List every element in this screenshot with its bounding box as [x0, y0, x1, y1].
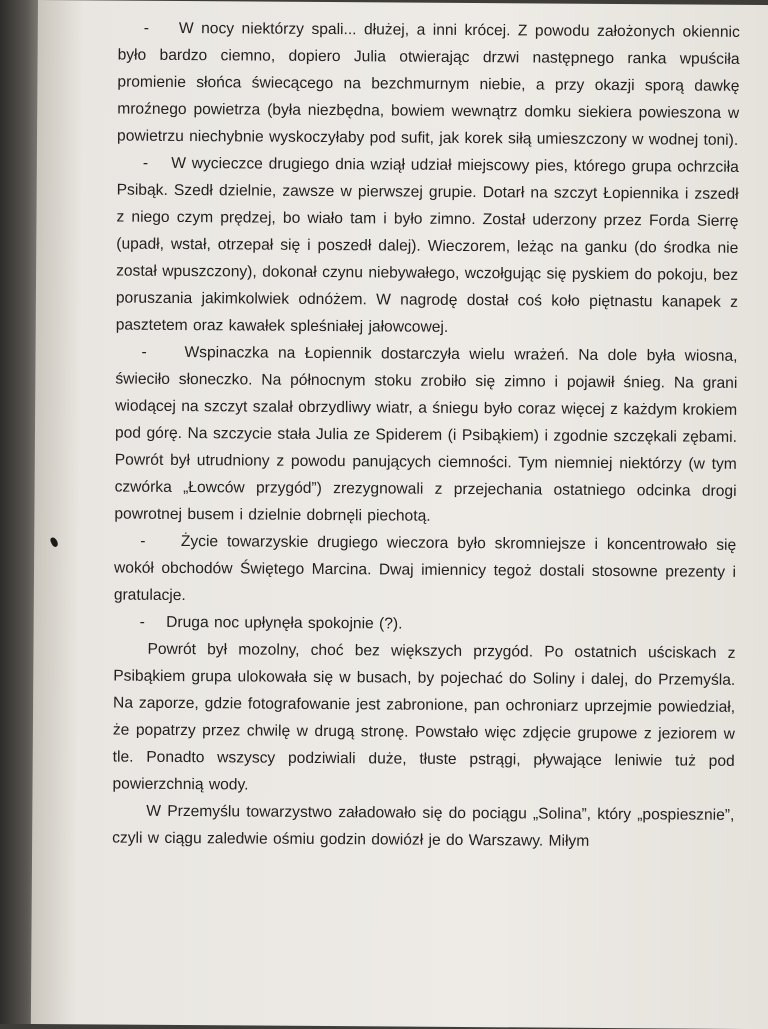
paragraph: W Przemyślu towarzystwo załadowało się do pociągu „Solina”, który „pospiesznie”, czyli w ciągu zaledwie ośmiu godzin dowiózł je do Warszawy. Miłym	[112, 802, 735, 850]
paragraph: - Druga noc upłynęła spokojnie (?).	[139, 613, 403, 633]
document-body	[112, 15, 740, 856]
paragraph: - W wycieczce drugiego dnia wziął udział miejscowy pies, którego grupa ochrzciła Psibąk. Szedł dzielnie, zawsze w pierwszej grupie. Dotarł na szczyt Łopiennika i zszedł z niego czym prędzej, bo wiało tam i było zimno. Został uderzony przez Forda Sierrę (upadł, wstał, otrzepał się i poszedł dalej). Wieczorem, leżąc na ganku (do środka nie został wpuszczony), dokonał czynu niebywałego, wczołgując się pyskiem do pokoju, bez poruszania jakimkolwiek odnóżem. W nagrodę dostał coś koło piętnastu kanapek z pasztetem oraz kawałek spleśniałej jałowcowej.	[115, 154, 739, 336]
document-page	[31, 0, 768, 1029]
ink-mark	[49, 536, 59, 548]
paragraph: - W nocy niektórzy spali... dłużej, a inni krócej. Z powodu założonych okiennic było bardzo ciemno, dopiero Julia otwierając drzwi następnego ranka wpuściła promienie słońca świecącego na bezchmurnym niebie, a przy okazji sporą dawkę mroźnego powietrza (była niezbędna, bowiem wewnątrz domku siekiera powieszona w powietrzu niechybnie wyskoczyłaby pod sufit, jak korek siłą umieszczony w wodnej toni).	[116, 19, 740, 149]
paragraph: Powrót był mozolny, choć bez większych przygód. Po ostatnich uściskach z Psibąkiem grupa ulokowała się w busach, by pojechać do Soliny i dalej, do Przemyśla. Na zaporze, gdzie fotografowanie jest zabronione, pan ochroniarz uprzejmie powiedział, że popatrzy przez chwilę w drugą stronę. Powstało więc zdjęcie grupowe z jeziorem w tle. Ponadto wszyscy podziwiali duże, tłuste pstrągi, pływające leniwie tuż pod powierzchnią wody.	[112, 640, 736, 794]
paragraph: - Wspinaczka na Łopiennik dostarczyła wielu wrażeń. Na dole była wiosna, świeciło słoneczko. Na północnym stoku zrobiło się zimno i pojawił śnieg. Na grani wiodącej na szczyt szalał obrzydliwy wiatr, a śniegu było coraz więcej z każdym krokiem pod górę. Na szczycie stała Julia ze Spiderem (i Psibąkiem) i zgodnie szczękali zębami. Powrót był utrudniony z powodu panujących ciemności. Tym niemniej niektórzy (w tym czwórka „Łowców przygód”) zrezygnowali z przejechania ostatniego odcinka drogi powrotnej busem i dzielnie dobrnęli piechotą.	[114, 343, 738, 525]
paragraph: - Życie towarzyskie drugiego wieczora było skromniejsze i koncentrowało się wokół obchodów Świętego Marcina. Dwaj imiennicy tegoż dostali stosowne prezenty i gratulacje.	[113, 532, 737, 605]
